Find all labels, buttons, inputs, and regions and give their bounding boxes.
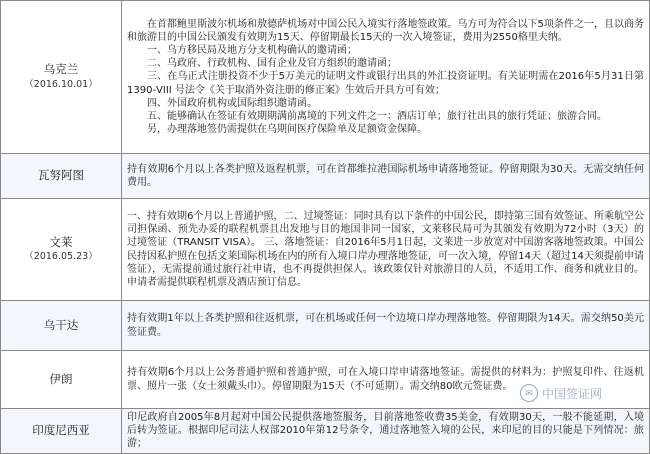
country-name: 印度尼西亚 (32, 423, 90, 438)
policy-text: 持有效期1年以上各类护照和往返机票，可在机场或任何一个边境口岸办理落地签。停留期限为14天。需交纳50美元签证费。 (127, 313, 644, 338)
watermark-text: 中国签证网 (542, 386, 603, 401)
country-cell (1, 199, 122, 301)
policy-cell (122, 409, 650, 454)
policy-cell (122, 154, 650, 199)
policy-cell (122, 351, 650, 409)
country-name: 伊朗 (49, 371, 73, 386)
country-cell (1, 301, 122, 351)
policy-text: 在首都鲍里斯波尔机场和敖德萨机场对中国公民入境实行落地签政策。乌方可为符合以下5项条件之一，且以商务和旅游目的中国公民颁发有效期为15天、停留期最长15天的一次入境签证，费用为2550格里夫纳。 (127, 18, 644, 43)
table-row-indonesia (1, 409, 650, 454)
country-cell (1, 409, 122, 454)
country-cell (1, 1, 122, 154)
table-row-vanuatu (1, 154, 650, 199)
policy-text: 一、持有效期6个月以上普通护照，二、过境签证：同时具有以下条件的中国公民，即持第三国有效签证、所乘航空公司担保函、预先办妥的联程机票且出发地与目的地国非同一国家，文莱移民局可为其颁发有效期为72小时（3天）的过境签证（TRANSIT VISA）。 三、落地签证：自2016年5月1日起，文莱进一步放宽对中国游客落地签政策。中国公民持因私护照在包括文莱国际机场在内的所有入境口岸办理落地签证，可一次入境，停留14天（超过14天须提前申请签证），无需提前通过旅行社申请，也不再提供担保人。该政策仅针对旅游目的人员，不适用工作、商务和就业目的。申请者需提供联程机票及酒店预订信息。 (127, 210, 644, 288)
policy-text: 五、能够确认在签证有效期期满前离境的下列文件之一：酒店订单；旅行社出具的旅行凭证；旅游合同。 (147, 111, 607, 122)
wechat-icon: ✉ (520, 384, 538, 402)
country-cell (1, 351, 122, 409)
country-date: （2016.05.23） (24, 251, 98, 262)
policy-text: 另，办理落地签仍需提供在乌期间医疗保险单及足额资金保障。 (147, 124, 427, 136)
policy-text: 印尼政府自2005年8月起对中国公民提供落地签服务，目前落地签收费35美金，有效期30天，一般不能延期，入境后转为签证。根据印尼司法人权部2010年第12号条令，通过落地签入境的公民，来印尼的目的只能是下列情况：旅游； (127, 412, 644, 450)
policy-text: 三、在乌正式注册投资不少于5万美元的证明文件或银行出具的外汇投资证明。有关证明需在2016年5月31日第1390-VIII 号法令《关于取消外资注册的修正案》生效后开具方可有效； (127, 71, 644, 96)
policy-text: 持有效期6个月以上各类护照及返程机票，可在首都维拉港国际机场申请落地签证。停留期限为30天。无需交纳任何费用。 (127, 163, 644, 188)
country-name: 乌克兰 (43, 62, 79, 77)
policy-text: 四、外国政府机构或国际组织邀请函。 (147, 97, 317, 109)
country-name: 文莱 (49, 234, 73, 249)
country-name: 乌干达 (43, 317, 79, 332)
policy-text: 一、乌方移民局及地方分支机构确认的邀请函； (147, 44, 357, 56)
country-name: 瓦努阿图 (38, 168, 84, 183)
policy-text: 二、乌政府、行政机构、国有企业及官方组织的邀请函； (147, 58, 397, 70)
table-row-uganda (1, 301, 650, 351)
table-row-brunei (1, 199, 650, 301)
policy-cell (122, 1, 650, 154)
country-cell (1, 154, 122, 199)
table-row-ukraine (1, 1, 650, 154)
policy-cell (122, 301, 650, 351)
table-row-iran (1, 351, 650, 409)
policy-text: 持有效期6个月以上公务普通护照和普通护照，可在入境口岸申请落地签证。需提供的材料为：护照复印件、往返机票、照片一张（女士须戴头巾）。停留期限为15天（不可延期）。需交纳80欧元签证费。 (127, 367, 644, 392)
policy-cell (122, 199, 650, 301)
country-date: （2016.10.01） (24, 78, 98, 90)
